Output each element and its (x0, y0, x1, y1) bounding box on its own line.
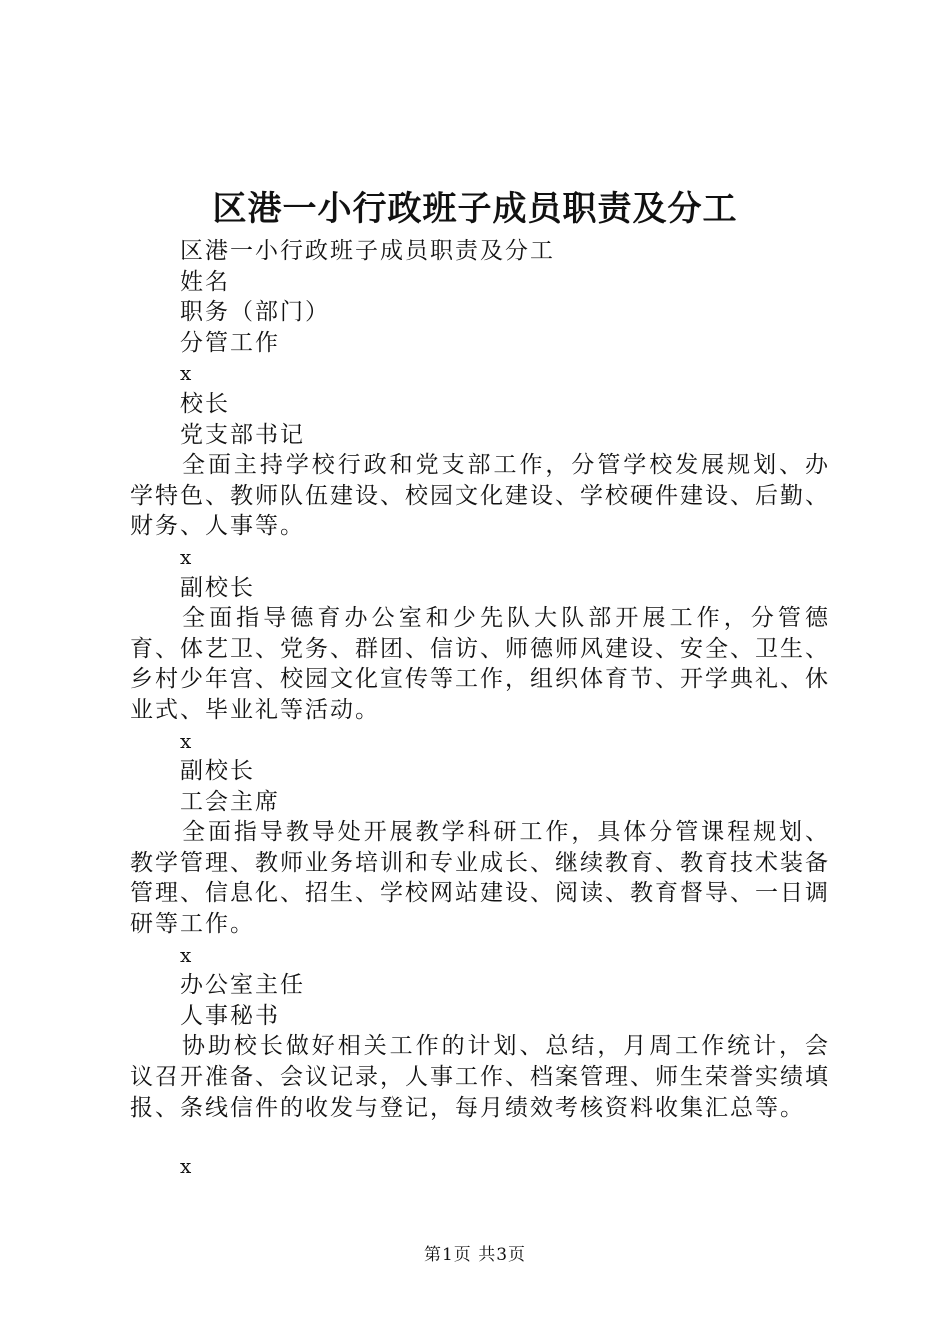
entry-role: 副校长 (180, 758, 255, 785)
spacer (130, 1123, 830, 1151)
entry-duties: 全面指导德育办公室和少先队大队部开展工作，分管德育、体艺卫、党务、群团、信访、师德师风建设、安全、卫生、乡村少年宫、校园文化宣传等工作，组织体育节、开学典礼、休业式、毕业礼等活动。 (130, 605, 830, 723)
page-footer: 第1页 共3页 (423, 1245, 527, 1265)
header-line-subtitle: 区港一小行政班子成员职责及分工 (180, 238, 555, 264)
document-body (130, 236, 830, 1182)
header-line-position: 职务（部门） (180, 299, 330, 326)
entry-role: 党支部书记 (180, 421, 305, 448)
entry-role: 人事秘书 (180, 1002, 280, 1029)
entry-role: 工会主席 (180, 788, 280, 815)
entry-marker: x (180, 361, 194, 386)
entry-duties: 全面指导教导处开展教学科研工作，具体分管课程规划、教学管理、教师业务培训和专业成长、继续教育、教育技术装备管理、信息化、招生、学校网站建设、阅读、教育督导、一日调研等工作。 (130, 819, 830, 938)
entry-role: 办公室主任 (180, 972, 305, 999)
trailing-marker: x (180, 1154, 194, 1179)
entry-role: 校长 (180, 390, 230, 417)
entry-marker: x (180, 942, 194, 967)
header-line-name: 姓名 (180, 268, 230, 295)
document-title: 区港一小行政班子成员职责及分工 (212, 189, 738, 229)
entry-marker: x (180, 728, 194, 753)
entry-duties: 协助校长做好相关工作的计划、总结，月周工作统计，会议召开准备、会议记录，人事工作、档案管理、师生荣誉实绩填报、条线信件的收发与登记，每月绩效考核资料收集汇总等。 (130, 1033, 830, 1121)
header-line-duties: 分管工作 (180, 329, 280, 356)
entry-marker: x (180, 544, 194, 569)
entry-role: 副校长 (180, 574, 255, 601)
entry-duties: 全面主持学校行政和党支部工作，分管学校发展规划、办学特色、教师队伍建设、校园文化建设、学校硬件建设、后勤、财务、人事等。 (130, 452, 830, 540)
